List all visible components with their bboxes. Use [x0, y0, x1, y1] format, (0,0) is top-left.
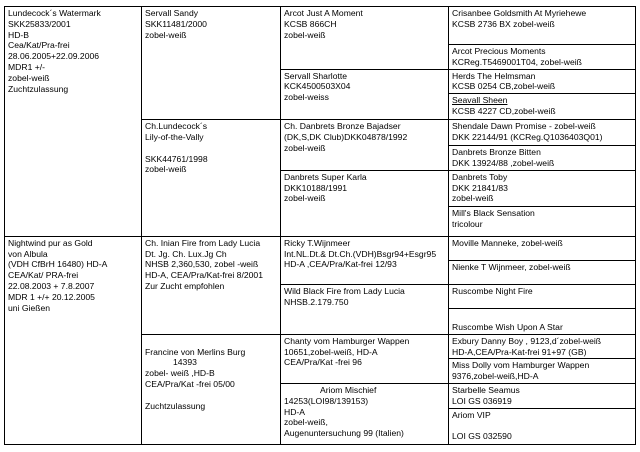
sire-dam-name-2: Lily-of-the-Vally: [145, 131, 204, 142]
sire-mdr1: MDR1 +/-: [8, 61, 46, 72]
sire-dam-name-1: Ch.Lundecock´s: [145, 121, 208, 132]
dss-sire-cell: [449, 236, 636, 260]
sire-cell: [5, 7, 142, 237]
ds-sire-cell: [281, 236, 449, 284]
sdd-sire-color: zobel-weiß: [452, 193, 494, 204]
dddd-name: Ariom VIP: [452, 409, 491, 420]
spacer: [145, 336, 277, 347]
sds-sire-name: Shendale Dawn Promise - zobel-weiß: [452, 121, 596, 132]
dam-dates: 22.08.2003 + 7.8.2007: [8, 280, 95, 291]
ds-sire-name: Ricky T.Wijnmeer: [284, 237, 351, 248]
dam-name-2: von Albula: [8, 248, 48, 259]
ss-dam-name: Servall Sharlotte: [284, 70, 348, 81]
sd-dam-color: zobel-weiß: [284, 193, 326, 204]
spacer: [145, 143, 277, 154]
dam-sire-cell: [142, 236, 281, 334]
ss-sire-name: Arcot Just A Moment: [284, 8, 363, 18]
spacer: [145, 390, 277, 401]
dsd-name: Wild Black Fire from Lady Lucia: [284, 285, 405, 296]
sss-sire-cell: [449, 7, 636, 45]
sire-dates: 28.06.2005+22.09.2006: [8, 51, 100, 62]
dds-sire-cell: [449, 334, 636, 359]
sds-sire-cell: [449, 120, 636, 146]
sd-sire-name: Ch. Danbrets Bronze Bajadser: [284, 121, 401, 132]
pedigree-table: [4, 6, 636, 445]
sire-name: Lundecock´s Watermark: [8, 8, 101, 18]
ss-dam-cell: [281, 69, 449, 120]
spacer: [452, 420, 632, 431]
sire-hd: HD-B: [8, 29, 30, 40]
dam-cell: [5, 236, 142, 444]
dam-sire-reg: NHSB 2,360,530, zobel -weiß: [145, 259, 259, 270]
dddd-cell: [449, 408, 636, 444]
sd-dam-cell: [281, 170, 449, 236]
dam-sire-name: Ch. Inian Fire from Lady Lucia: [145, 237, 261, 248]
dd-sire-name: Chanty vom Hamburger Wappen: [284, 335, 410, 346]
sire-breeding: Zuchtzulassung: [8, 83, 69, 94]
dsdd-name: Ruscombe Wish Upon A Star: [452, 321, 563, 332]
sss-dam-reg: KCReg.T5469001T04, zobel-weiß: [452, 56, 582, 67]
ss-dam-reg: KCK4500503X04: [284, 81, 351, 92]
dam-dam-health: CEA/Pra/Kat -frei 05/00: [145, 378, 235, 389]
dsd-reg: NHSB.2.179.750: [284, 296, 349, 307]
dam-reg: (VDH CfBrH 16480) HD-A: [8, 259, 108, 270]
sss-dam-name: Arcot Precious Moments: [452, 46, 546, 56]
dam-name-1: Nightwind pur as Gold: [8, 237, 93, 248]
ssd-sire-cell: [449, 69, 636, 94]
dam-dam-name: Francine von Merlins Burg: [145, 346, 246, 357]
dsdd-cell: [449, 308, 636, 334]
ss-dam-color: zobel-weiss: [284, 92, 329, 103]
ddd-cell: [281, 383, 449, 444]
ssd-sire-name: Herds The Helmsman: [452, 70, 536, 81]
dsd-cell: [281, 284, 449, 334]
ddds-reg: LOI GS 036919: [452, 395, 512, 406]
sire-sire-name: Servall Sandy: [145, 8, 199, 18]
ds-sire-health: HD-A ,CEA/Pra/Kat-frei 12/93: [284, 259, 397, 270]
dss-sire-name: Moville Manneke, zobel-weiß: [452, 237, 563, 248]
ddd-eye: Augenuntersuchung 99 (Italien): [284, 428, 404, 439]
dds-sire-name: Exbury Danny Boy , 9123,d´zobel-weiß: [452, 335, 602, 346]
sdd-dam-name: Mill's Black Sensation: [452, 207, 535, 218]
sss-dam-cell: [449, 45, 636, 70]
sdd-sire-reg: DKK 21841/83: [452, 182, 508, 193]
sire-sire-color: zobel-weiß: [145, 29, 187, 40]
ddd-hd: HD-A: [284, 406, 306, 417]
dd-sire-reg: 10651,zobel-weiß, HD-A: [284, 346, 378, 357]
sd-sire-color: zobel-weiß: [284, 142, 326, 153]
sdd-sire-name: Danbrets Toby: [452, 171, 508, 182]
sdd-dam-color: tricolour: [452, 218, 483, 229]
sire-reg: SKK25833/2001: [8, 18, 71, 29]
dam-dam-cell: [142, 334, 281, 444]
dam-sire-health: HD-A, CEA/Pra/Kat-frei 8/2001: [145, 270, 263, 281]
sds-dam-name: Danbrets Bronze Bitten: [452, 147, 541, 158]
ss-sire-color: zobel-weiß: [284, 29, 326, 40]
ddds-cell: [449, 383, 636, 408]
sdd-dam-cell: [449, 206, 636, 236]
dam-mdr1: MDR 1 +/+ 20.12.2005: [8, 291, 95, 302]
ssd-dam-name: Seavall Sheen: [452, 95, 508, 106]
ddd-reg: 14253(LOI98/139153): [284, 395, 369, 406]
sdd-sire-cell: [449, 170, 636, 206]
sds-dam-reg: DKK 13924/88 ,zobel-weiß: [452, 157, 555, 168]
dam-sire-titles: Dt. Jg. Ch. Lux.Jg Ch: [145, 248, 227, 259]
sd-sire-cell: [281, 120, 449, 171]
ddd-color: zobel-weiß,: [284, 417, 328, 428]
dddd-reg: LOI GS 032590: [452, 431, 512, 442]
dd-sire-health: CEA/Pra/Kat -frei 96: [284, 357, 362, 368]
dam-sire-breeding: Zur Zucht empfohlen: [145, 280, 225, 291]
dds-dam-reg: 9376,zobel-weiß,HD-A: [452, 371, 539, 382]
ddds-name: Starbelle Seamus: [452, 384, 520, 395]
dam-clinic: uni Gießen: [8, 302, 51, 313]
dds-dam-name: Miss Dolly vom Hamburger Wappen: [452, 360, 590, 371]
dam-dam-number: 14393: [173, 357, 197, 368]
sds-dam-cell: [449, 146, 636, 171]
sire-color: zobel-weiß: [8, 72, 50, 83]
ssd-dam-reg: KCSB 4227 CD,zobel-weiß: [452, 105, 556, 116]
dam-dam-breeding: Zuchtzulassung: [145, 400, 206, 411]
sire-dam-reg: SKK44761/1998: [145, 153, 208, 164]
sds-sire-reg: DKK 22144/91 (KCReg.Q1036403Q01): [452, 131, 603, 142]
sire-eye: Cea/Kat/Pra-frei: [8, 40, 70, 51]
sire-dam-color: zobel-weiß: [145, 164, 187, 175]
ds-sire-titles: Int.NL.Dt.& Dt.Ch.(VDH)Bsgr94+Esgr95: [284, 248, 437, 259]
sd-dam-reg: DKK10188/1991: [284, 182, 348, 193]
dds-dam-cell: [449, 359, 636, 384]
ss-sire-reg: KCSB 866CH: [284, 18, 337, 29]
ddd-name: Ariom Mischief: [320, 384, 377, 395]
dam-dam-color: zobel- weiß ,HD-B: [145, 368, 215, 379]
dds-sire-health: HD-A,CEA/Pra-Kat-frei 91+97 (GB): [452, 346, 587, 357]
dam-eye: CEA/Kat/ PRA-frei: [8, 270, 79, 281]
ssd-sire-reg: KCSB 0254 CB,zobel-weiß: [452, 81, 556, 92]
ss-sire-cell: [281, 7, 449, 70]
dss-dam-cell: [449, 260, 636, 284]
sire-dam-cell: [142, 120, 281, 237]
dsds-name: Ruscombe Night Fire: [452, 285, 533, 296]
sss-sire-reg: KCSB 2736 BX zobel-weiß: [452, 18, 555, 29]
sd-dam-name: Danbrets Super Karla: [284, 171, 367, 182]
sd-sire-reg: (DK,S,DK Club)DKK04878/1992: [284, 131, 408, 142]
ssd-dam-cell: [449, 94, 636, 120]
dss-dam-name: Nienke T Wijnmeer, zobel-weiß: [452, 261, 571, 272]
sire-sire-reg: SKK11481/2000: [145, 18, 207, 29]
dsds-cell: [449, 284, 636, 308]
sss-sire-name: Crisanbee Goldsmith At Myriehewe: [452, 8, 587, 18]
sire-sire-cell: [142, 7, 281, 120]
dd-sire-cell: [281, 334, 449, 383]
